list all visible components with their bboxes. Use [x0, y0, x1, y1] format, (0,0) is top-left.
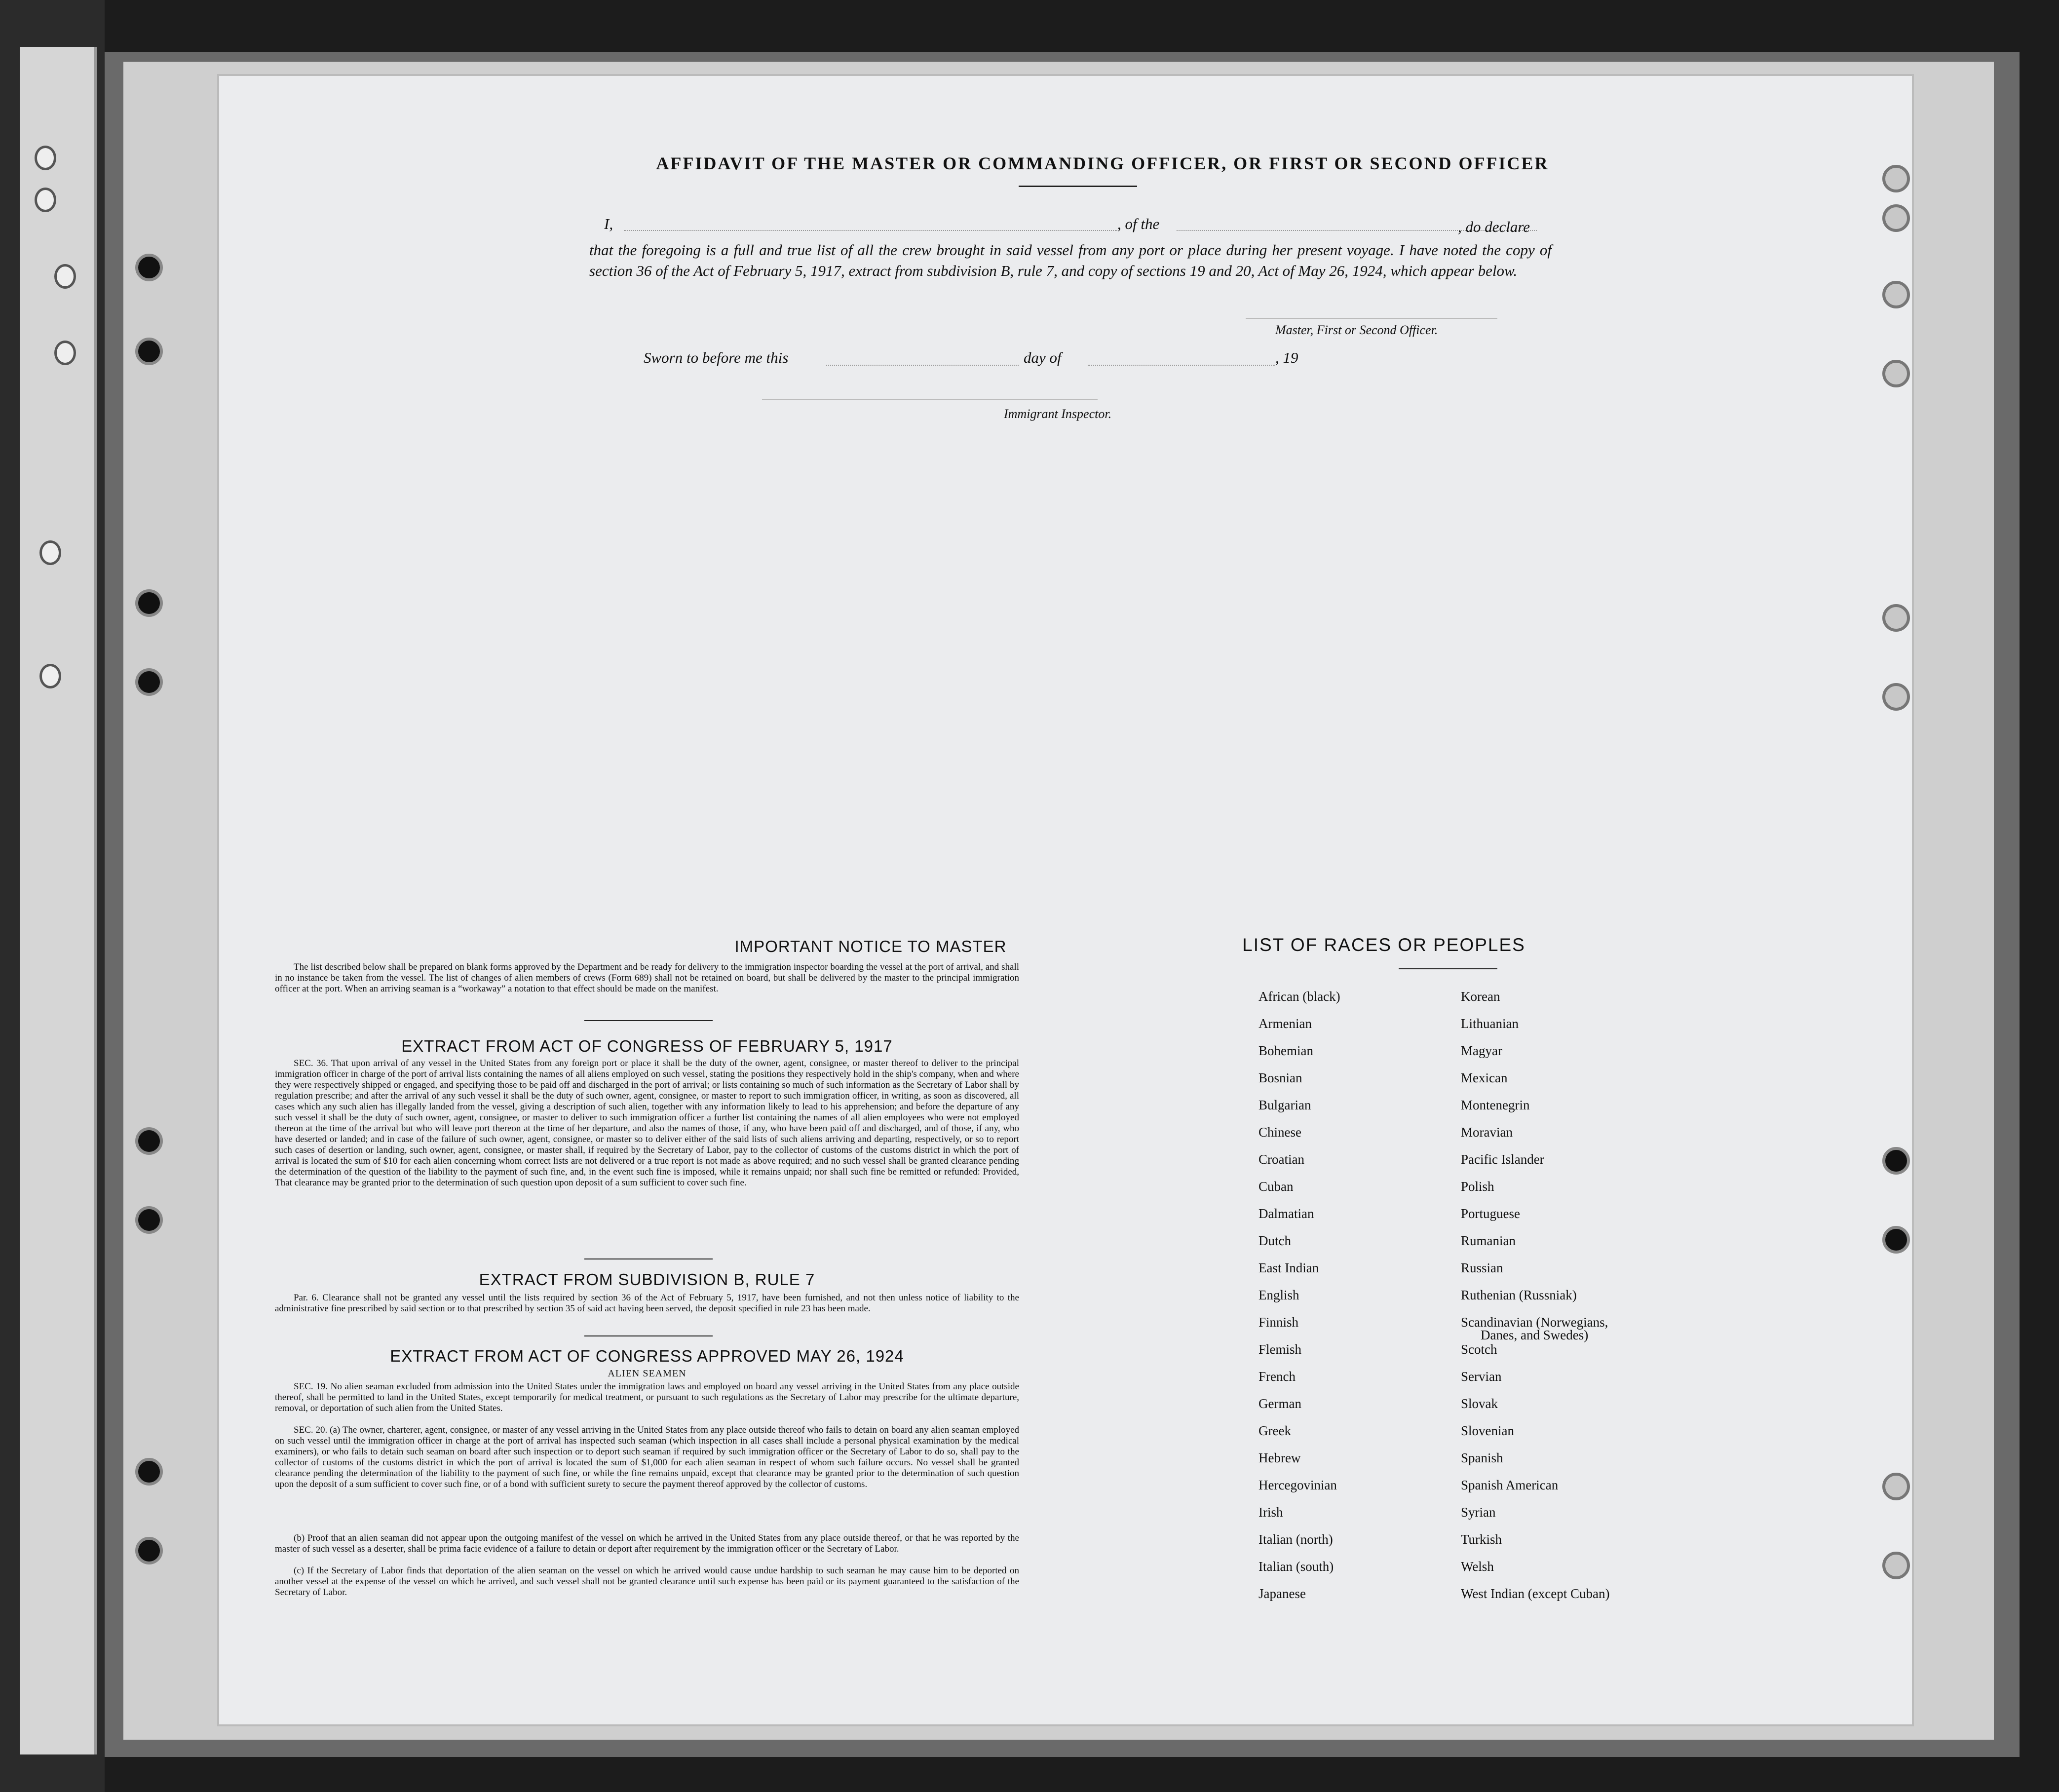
race-item: Rumanian [1461, 1233, 1516, 1248]
punch-hole [39, 540, 61, 565]
race-item: Hebrew [1258, 1450, 1301, 1465]
race-item: Bohemian [1258, 1043, 1313, 1058]
race-item: German [1258, 1396, 1301, 1411]
affidavit-title: AFFIDAVIT OF THE MASTER OR COMMANDING OFFICER, OR FIRST OR SECOND OFFICER [656, 153, 1549, 173]
binder-hole [1882, 360, 1910, 387]
race-item: Cuban [1258, 1179, 1294, 1194]
race-item: Servian [1461, 1369, 1502, 1384]
race-item: Bulgarian [1258, 1098, 1311, 1112]
name-blank [624, 230, 1117, 231]
race-item: Dutch [1258, 1233, 1291, 1248]
inspector-caption: Immigrant Inspector. [1004, 407, 1112, 421]
race-item: Korean [1461, 989, 1500, 1004]
race-item: Finnish [1258, 1315, 1299, 1330]
act-1924-title: EXTRACT FROM ACT OF CONGRESS APPROVED MAY 26, 1924 [390, 1347, 904, 1365]
punch-hole [39, 664, 61, 688]
adjacent-page-edge [20, 47, 97, 1754]
binder-hole [135, 1458, 163, 1486]
sworn-label: Sworn to before me this [644, 349, 789, 366]
master-caption: Master, First or Second Officer. [1275, 323, 1438, 337]
master-signature-line [1246, 318, 1497, 319]
divider [1399, 968, 1497, 969]
race-item: Slovak [1461, 1396, 1498, 1411]
race-item: Spanish American [1461, 1478, 1559, 1492]
binder-hole [1882, 604, 1910, 632]
act-1924-sec20a: SEC. 20. (a) The owner, charterer, agent, consignee, or master of any vessel arriving in the United States from any place outside thereof who fails to detain on board any alien seaman employed on such vessel until the immigration officer in charge at the port of arrival has inspected such seaman (which inspection in all cases shall include a personal physical examination by the medical examiners), or who fails to detain such seaman on board after such inspection or to deport such seaman if required by such immigration officer or the Secretary of Labor to do so, shall pay to the collector of customs of the customs district in which the port of arrival is located the sum of $1,000 for each alien seaman in respect of whom such failure occurs. No vessel shall be granted clearance pending the determination of the liability to the payment of such fine, or while the fine remains unpaid, except that clearance may be granted prior to the determination of such question upon the deposit of a sum sufficient to cover such fine, or of a bond with sufficient surety to secure the payment thereof approved by the collector of customs. [275, 1425, 1019, 1489]
affidavit-of-the: , of the [1117, 215, 1160, 232]
race-item: French [1258, 1369, 1296, 1384]
race-item: Chinese [1258, 1125, 1301, 1140]
race-item: Greek [1258, 1423, 1291, 1438]
title-rule [1019, 186, 1137, 187]
race-item: Croatian [1258, 1152, 1304, 1167]
manifest-sheet [217, 74, 1914, 1726]
race-item: Flemish [1258, 1342, 1302, 1357]
act-1917-title: EXTRACT FROM ACT OF CONGRESS OF FEBRUARY 5, 1917 [401, 1037, 893, 1055]
race-item [1461, 1315, 1609, 1342]
race-item: West Indian (except Cuban) [1461, 1586, 1610, 1601]
punch-hole [54, 341, 76, 365]
race-item: Welsh [1461, 1559, 1494, 1574]
binder-hole [135, 1127, 163, 1155]
race-item: Lithuanian [1461, 1016, 1519, 1031]
race-item: Portuguese [1461, 1206, 1520, 1221]
affidavit-do-declare: , do declare [1458, 218, 1530, 235]
binder-hole [135, 589, 163, 617]
act-1924-sec19: SEC. 19. No alien seaman excluded from admission into the United States under the immigration laws and employed on board any vessel arriving in the United States from any place outside thereof, shall be permitted to land in the United States, except temporarily for medical treatment, or pursuant to such regulations as the Secretary of Labor may prescribe for the ultimate departure, removal, or deportation of such alien from the United States. [275, 1381, 1019, 1413]
race-item: Russian [1461, 1260, 1503, 1275]
binder-hole [1882, 1226, 1910, 1254]
race-item: Hercegovinian [1258, 1478, 1337, 1492]
race-item: Dalmatian [1258, 1206, 1314, 1221]
binder-hole [135, 668, 163, 696]
alien-seamen-subtitle: ALIEN SEAMEN [608, 1368, 686, 1379]
punch-hole [54, 264, 76, 289]
affidavit-body: that the foregoing is a full and true list of all the crew brought in said vessel from any port or place during her present voyage. I have noted the copy of section 36 of the Act of February 5, 1917, extract from subdivision B, rule 7, and copy of sections 19 and 20, Act of May 26, 1924, which appear below. [589, 241, 1552, 279]
race-item: Scotch [1461, 1342, 1497, 1357]
affidavit-i-label: I, [604, 215, 613, 232]
act-1917-text: SEC. 36. That upon arrival of any vessel in the United States from any foreign port or place it shall be the duty of the owner, agent, consignee, or master thereof to deliver to the principal immigration officer in charge of the port of arrival lists containing the names of all aliens employed on such vessel, stating the positions they respectively hold in the ship's company, when and where they were respectively shipped or engaged, and specifying those to be paid off and discharged in the port of arrival; or lists containing so much of such information as the Secretary of Labor shall by regulation prescribe; and after the arrival of any such vessel it shall be the duty of such owner, agent, consignee, or master to report to such immigration officer, in writing, as soon as discovered, all cases which any such alien has illegally landed from the vessel, giving a description of such alien, together with any information likely to lead to his apprehension; and before the departure of any such vessel it shall be the duty of such owner, agent, consignee, or master to deliver to such immigration officer a further list containing the names of all alien employees who were not employed thereon at the time of the arrival but who will leave port thereon at the time of her departure, and also the names of those, if any, who have been paid off and discharged, and of those, if any, who have deserted or landed; and in case of the failure of such owner, agent, consignee, or master so to deliver either of the said lists of such aliens arriving and departing, respectively, or so to report such cases of desertion or landing, such owner, agent, consignee, or master shall, if required by the Secretary of Labor, pay to the collector of customs of the customs district in which the port of arrival is located the sum of $10 for each alien concerning whom correct lists are not delivered or a true report is not made as above required; and no such vessel shall be granted clearance pending the determination of the question of the liability to the payment of such fine, and, in the event such fine is imposed, while it remains unpaid; nor shall such fine be remitted or refunded: Provided, That clearance may be granted prior to the determination of such question upon deposit of a sum sufficient to cover such fine. [275, 1058, 1019, 1188]
race-item: Ruthenian (Russniak) [1461, 1288, 1577, 1302]
divider [584, 1335, 713, 1336]
race-item: Syrian [1461, 1505, 1496, 1520]
race-item: Turkish [1461, 1532, 1502, 1547]
binder-hole [135, 1537, 163, 1564]
binder-hole [1882, 165, 1910, 192]
race-item: Italian (north) [1258, 1532, 1333, 1547]
rule-7-text: Par. 6. Clearance shall not be granted any vessel until the lists required by section 36 of the Act of February 5, 1917, have been furnished, and not then unless notice of liability to the administrative fine prescribed by said section or to that prescribed by section 35 of said act having been served, the deposit specified in rule 23 has been made. [275, 1293, 1019, 1314]
act-1924-sec20c: (c) If the Secretary of Labor finds that deportation of the alien seaman on the vessel on which he arrived would cause undue hardship to such seaman he may cause him to be deported on another vessel at the expense of the vessel on which he arrived, and such vessel shall not be granted clearance until such expense has been paid or its payment guaranteed to the satisfaction of the Secretary of Labor. [275, 1565, 1019, 1598]
race-item: East Indian [1258, 1260, 1319, 1275]
notice-title: IMPORTANT NOTICE TO MASTER [734, 937, 1007, 955]
races-title: LIST OF RACES OR PEOPLES [1242, 935, 1525, 955]
race-item-line: Scandinavian (Norwegians, [1461, 1315, 1608, 1330]
race-item: Spanish [1461, 1450, 1503, 1465]
binder-hole [1882, 683, 1910, 711]
binder-hole [1882, 204, 1910, 232]
year-label: , 19 [1275, 349, 1298, 366]
races-column-1 [1258, 989, 1340, 1613]
inspector-signature-line [762, 399, 1098, 400]
race-item: Magyar [1461, 1043, 1502, 1058]
day-of-label: day of [1024, 349, 1062, 366]
binder-hole [1882, 1147, 1910, 1175]
divider [584, 1258, 713, 1259]
races-column-2 [1461, 989, 1609, 1613]
race-item: Armenian [1258, 1016, 1312, 1031]
binder-hole [135, 338, 163, 365]
binder-hole [1882, 1552, 1910, 1579]
race-item: Irish [1258, 1505, 1283, 1520]
race-item: Moravian [1461, 1125, 1513, 1140]
binder-hole [1882, 281, 1910, 308]
binder-hole [135, 254, 163, 281]
rule-7-title: EXTRACT FROM SUBDIVISION B, RULE 7 [479, 1270, 815, 1289]
divider [584, 1020, 713, 1021]
race-item: Pacific Islander [1461, 1152, 1544, 1167]
punch-hole [35, 146, 56, 170]
race-item: Montenegrin [1461, 1098, 1530, 1112]
race-item-continuation: Danes, and Swedes) [1481, 1328, 1589, 1342]
act-1924-sec20b: (b) Proof that an alien seaman did not appear upon the outgoing manifest of the vessel on which he arrived in the United States from any place outside thereof, or that he was reported by the master of such vessel as a deserter, shall be prima facie evidence of a failure to detain or deport after requirement by the immigration officer or the Secretary of Labor. [275, 1533, 1019, 1554]
binder-hole [135, 1206, 163, 1234]
notice-text: The list described below shall be prepared on blank forms approved by the Department and be ready for delivery to the immigration inspector boarding the vessel at the port of arrival, and shall in no instance be taken from the vessel. The list of changes of alien members of crews (Form 689) shall not be retained on board, but shall be delivered by the master to the principal immigration officer at the port. When an arriving seaman is a “workaway” a notation to that effect should be made on the manifest. [275, 962, 1019, 994]
race-item: Mexican [1461, 1070, 1508, 1085]
race-item: Polish [1461, 1179, 1494, 1194]
binder-hole [1882, 1473, 1910, 1500]
race-item: Slovenian [1461, 1423, 1514, 1438]
race-item: Italian (south) [1258, 1559, 1334, 1574]
month-blank [1088, 365, 1275, 366]
race-item: Japanese [1258, 1586, 1306, 1601]
sworn-day-blank [826, 365, 1019, 366]
punch-hole [35, 188, 56, 212]
race-item: African (black) [1258, 989, 1340, 1004]
race-item: English [1258, 1288, 1299, 1302]
race-item: Bosnian [1258, 1070, 1302, 1085]
